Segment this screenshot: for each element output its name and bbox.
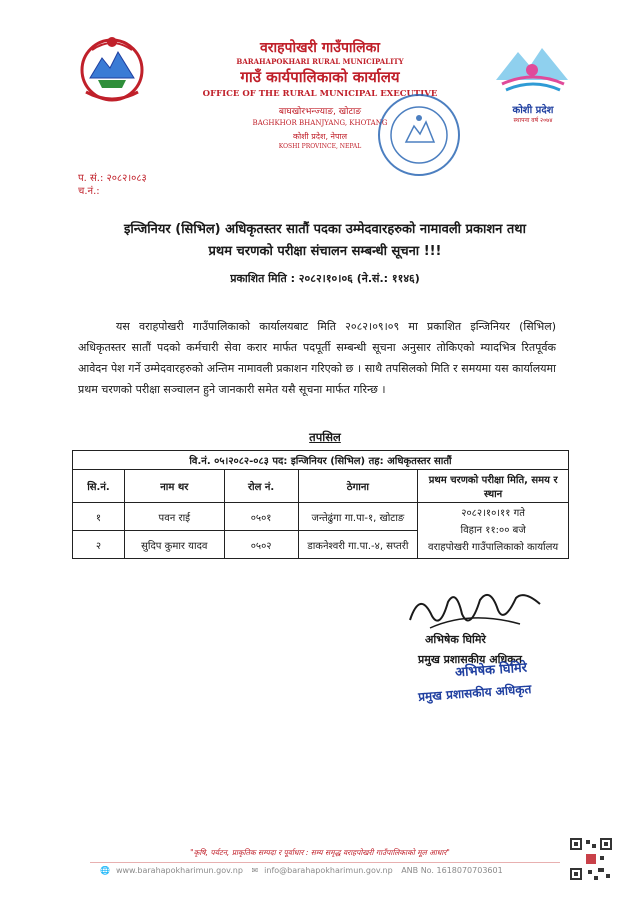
province-english: KOSHI PROVINCE, NEPAL bbox=[278, 143, 362, 150]
koshi-province-logo bbox=[488, 40, 578, 124]
qr-code bbox=[568, 836, 614, 882]
footer-anb: ANB No. 1618070703601 bbox=[401, 866, 503, 875]
nepal-emblem-logo bbox=[72, 28, 152, 108]
name-stamp: अभिषेक घिमिरे bbox=[454, 660, 528, 681]
province-nepali: कोशी प्रदेश, नेपाल bbox=[292, 132, 348, 141]
municipality-name-english: BARAHAPOKHARI RURAL MUNICIPALITY bbox=[236, 57, 404, 66]
table-lead-row bbox=[73, 451, 569, 470]
tapasil-heading: तपसिल bbox=[309, 430, 341, 444]
notice-title-line2: प्रथम चरणको परीक्षा संचालन सम्बन्धी सूचना !!! bbox=[208, 244, 442, 259]
cell-address: जन्तेढुंगा गा.पा-१, खोटाङ bbox=[298, 503, 418, 531]
cell-sn: २ bbox=[73, 531, 125, 559]
cell-address: डाकनेश्वरी गा.पा.-४, सप्तरी bbox=[298, 531, 418, 559]
signatory-name: अभिषेक घिमिरे bbox=[425, 633, 486, 646]
signatory-designation: प्रमुख प्रशासकीय अधिकृत bbox=[418, 653, 522, 666]
exam-date: २०८२।१०।११ गते bbox=[461, 508, 525, 519]
candidates-table bbox=[72, 450, 569, 559]
cell-name: सुदिप कुमार यादव bbox=[124, 531, 224, 559]
vacancy-info: वि.नं. ०५।२०८२-०८३ पद: इन्जिनियर (सिभिल) तह: अधिकृतस्तर सातौं bbox=[73, 451, 569, 470]
footer-contact bbox=[100, 866, 509, 875]
office-name-nepali: गाउँ कार्यपालिकाको कार्यालय bbox=[240, 68, 400, 86]
footer-divider bbox=[90, 862, 560, 863]
cell-roll: ०५०२ bbox=[224, 531, 298, 559]
cell-name: पवन राई bbox=[124, 503, 224, 531]
office-name-english: OFFICE OF THE RURAL MUNICIPAL EXECUTIVE bbox=[202, 89, 438, 99]
notice-title-line1: इन्जिनियर (सिभिल) अधिकृतस्तर सातौं पदका उम्मेदवारहरुको नामावली प्रकाशन तथा bbox=[124, 222, 526, 237]
col-header-sn: सि.नं. bbox=[73, 470, 125, 503]
koshi-logo-subtext: स्थापना वर्ष २०७४ bbox=[513, 117, 553, 124]
address-nepali: बाघखोरभन्ज्याङ, खोटाङ bbox=[278, 107, 362, 117]
globe-icon: 🌐 bbox=[100, 866, 110, 875]
notice-body: यस वराहपोखरी गाउँपालिकाको कार्यालयबाट मिति २०८२।०९।०९ मा प्रकाशित इन्जिनियर (सिभिल) अधिकृतस्तर सातौं पदको कर्मचारी सेवा करार मार्फत पदपूर्ती सम्बन्धी सूचना अनुसार तोकिएको म्यादभित्र रितपूर्वक आवेदन पेश गर्ने उम्मेदवारहरुको अन्तिम नामावली प्रकाशन गरिएको छ । साथै तपसिलको मिति र समयमा यस कार्यालयमा प्रथम चरणको परीक्षा सञ्चालन हुने जानकारी समेत यसै सूचना मार्फत गरिन्छ । bbox=[78, 320, 556, 396]
exam-time: विहान ११:०० बजे bbox=[460, 525, 526, 536]
handwritten-signature bbox=[400, 580, 550, 640]
address-english: BAGHKHOR BHANJYANG, KHOTANG bbox=[252, 119, 388, 127]
cell-exam-info bbox=[418, 503, 569, 559]
designation-stamp: प्रमुख प्रशासकीय अधिकृत bbox=[417, 682, 532, 704]
col-header-name: नाम थर bbox=[124, 470, 224, 503]
col-header-roll: रोल नं. bbox=[224, 470, 298, 503]
patra-sankhya: प. सं.: २०८२।०८३ bbox=[78, 173, 147, 184]
chalani-number: च.नं.: bbox=[78, 186, 100, 197]
table-row bbox=[73, 503, 569, 531]
table-header-row bbox=[73, 470, 569, 503]
published-date: प्रकाशित मिति : २०८२।१०।०६ (ने.सं.: ११४६) bbox=[230, 272, 420, 285]
col-header-exam-info: प्रथम चरणको परीक्षा मिति, समय र स्थान bbox=[418, 470, 569, 503]
exam-venue: वराहपोखरी गाउँपालिकाको कार्यालय bbox=[428, 542, 559, 553]
col-header-address: ठेगाना bbox=[298, 470, 418, 503]
email-icon: ✉ bbox=[251, 866, 259, 875]
footer-email[interactable]: info@barahapokharimun.gov.np bbox=[264, 866, 393, 875]
office-seal-stamp bbox=[376, 92, 462, 178]
municipality-name-nepali: वराहपोखरी गाउँपालिका bbox=[259, 40, 381, 56]
cell-sn: १ bbox=[73, 503, 125, 531]
footer-website[interactable]: www.barahapokharimun.gov.np bbox=[115, 866, 243, 875]
koshi-logo-text: कोशी प्रदेश bbox=[512, 105, 554, 116]
cell-roll: ०५०१ bbox=[224, 503, 298, 531]
footer-slogan: "कृषि, पर्यटन, प्राकृतिक सम्पदा र पूर्वाधार : सम्य समृद्ध वराहपोखरी गाउँपालिकाको मूल आधार" bbox=[190, 848, 450, 857]
